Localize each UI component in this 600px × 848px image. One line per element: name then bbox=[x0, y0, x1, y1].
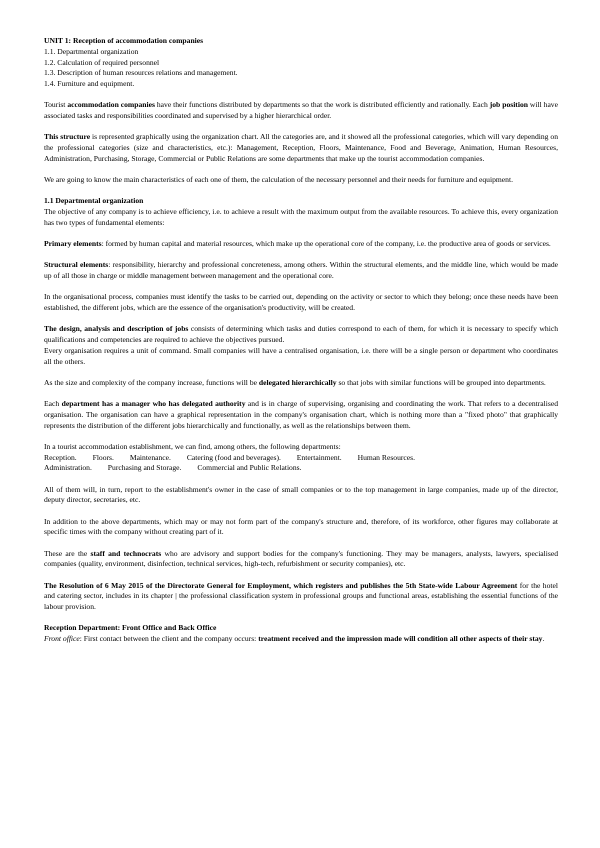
department-item: Human Resources. bbox=[357, 452, 415, 462]
process-paragraph: In the organisational process, companies must identify the tasks to be carried out, depending on the activity or sector to which they belong; once these needs have been established, the different jobs, which are the essence of the organisation's productivity, will be created. bbox=[44, 292, 558, 313]
department-item: Administration. bbox=[44, 463, 92, 473]
toc-item: 1.2. Calculation of required personnel bbox=[44, 57, 160, 67]
departments-row-2 bbox=[44, 463, 558, 474]
front-office-paragraph: Front office: First contact between the client and the company occurs: treatment received and the impression made will condition all other aspects of their stay. bbox=[44, 634, 545, 644]
report-paragraph: All of them will, in turn, report to the establishment's owner in the case of small companies or to the top management in large companies, made up of the director, deputy director, secretaries, etc. bbox=[44, 484, 558, 505]
structural-elements-paragraph: Structural elements: responsibility, hierarchy and professional concreteness, among others. Within the structural elements, and the middle line, which would be made up of all those in charge or middle management between management and the operational core. bbox=[44, 260, 558, 281]
primary-elements-paragraph: Primary elements: formed by human capital and material resources, which make up the operational core of the company, i.e. the productive area of goods or services. bbox=[44, 239, 551, 249]
design-paragraph: The design, analysis and description of jobs consists of determining which tasks and duties correspond to each of them, for which it is necessary to specify which qualifications and competencies are required to achieve the objectives pursued. bbox=[44, 324, 558, 345]
department-item: Floors. bbox=[92, 452, 114, 462]
addition-paragraph: In addition to the above departments, which may or may not form part of the company's structure and, therefore, of its workforce, other figures may collaborate at specific times with the company without creating part of it. bbox=[44, 516, 558, 537]
department-item: Commercial and Public Relations. bbox=[197, 463, 302, 473]
unit-title: UNIT 1: Reception of accommodation companies bbox=[44, 36, 204, 45]
toc-item: 1.4. Furniture and equipment. bbox=[44, 79, 135, 89]
document-page bbox=[44, 36, 558, 645]
departments-row-1 bbox=[44, 453, 558, 464]
toc-item: 1.3. Description of human resources relations and management. bbox=[44, 68, 238, 78]
size-paragraph: As the size and complexity of the company increase, functions will be delegated hierarchically so that jobs with similar functions will be grouped into departments. bbox=[44, 377, 546, 387]
intro-paragraph-3: We are going to know the main characteristics of each one of them, the calculation of the necessary personnel and their needs for furniture and equipment. bbox=[44, 175, 513, 185]
toc-item: 1.1. Departmental organization bbox=[44, 46, 139, 56]
reception-heading: Reception Department: Front Office and Back Office bbox=[44, 623, 217, 633]
resolution-paragraph: The Resolution of 6 May 2015 of the Directorate General for Employment, which registers and publishes the 5th State-wide Labour Agreement for the hotel and catering sector, includes in its chapter | the professional classification system in professional groups and functional areas, establishing the essential functions of the labour provision. bbox=[44, 580, 558, 612]
department-manager-paragraph: Each department has a manager who has delegated authority and is in charge of supervising, organising and coordinating the work. That refers to a decentralised organisation. The organisation can have a graphical representation in the company's organisation chart, which is nothing more than a "fixed photo" that graphically represents the distribution of the different jobs hierarchically and functionally, as well as the relationships between them. bbox=[44, 399, 558, 430]
intro-paragraph-1: Tourist accommodation companies have their functions distributed by departments so that the work is distributed efficiently and rationally. Each job position will have associated tasks and responsibilities coordinated and supervised by a higher hierarchical order. bbox=[44, 100, 558, 121]
staff-paragraph: These are the staff and technocrats who are advisory and support bodies for the company's functioning. They may be managers, analysts, lawyers, specialised companies (quality, environment, disinfection, technical services, high-tech, refurbishment or security companies), etc. bbox=[44, 548, 559, 569]
objective-paragraph: The objective of any company is to achieve efficiency, i.e. to achieve a result with the maximum output from the available resources. To achieve this, every organization has two types of fundamental elements: bbox=[44, 207, 558, 227]
department-item: Maintenance. bbox=[129, 452, 171, 462]
section-heading: 1.1 Departmental organization bbox=[44, 196, 144, 206]
department-item: Entertainment. bbox=[296, 452, 342, 462]
departments-intro: In a tourist accommodation establishment, we can find, among others, the following departments: bbox=[44, 441, 341, 451]
department-item: Purchasing and Storage. bbox=[107, 463, 182, 473]
department-item: Reception. bbox=[44, 452, 77, 462]
department-item: Catering (food and beverages). bbox=[186, 452, 281, 462]
intro-paragraph-2: This structure is represented graphically using the organization chart. All the categories are, and it showed all the professional categories, which will vary depending on the professional categories (size and characteristics, etc.): Management, Reception, Floors, Maintenance, Food and Beverage, Animation, Human Resources, Administration, Purchasing, Storage, Commercial or Public Relations are some departments that make up the tourist accommodation companies. bbox=[44, 132, 558, 163]
command-paragraph: Every organisation requires a unit of command. Small companies will have a centralised organisation, i.e. there will be a single person or department who coordinates all the others. bbox=[44, 345, 558, 366]
